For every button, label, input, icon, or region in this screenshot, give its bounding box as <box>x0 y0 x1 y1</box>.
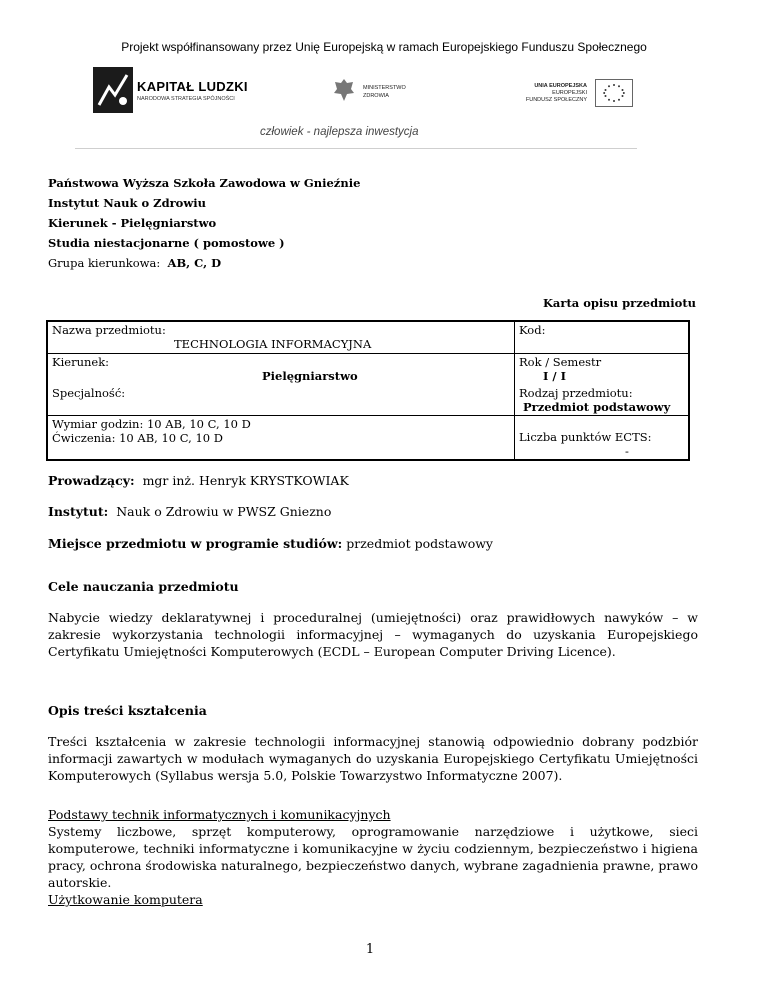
kapital-ludzki-title: KAPITAŁ LUDZKI <box>137 79 248 94</box>
miejsce-line <box>48 535 698 552</box>
rok-cell <box>515 353 690 385</box>
ministerstwo-zdrowia-label <box>363 84 406 100</box>
nazwa-label: Nazwa przedmiotu: <box>52 323 166 337</box>
card-title: Karta opisu przedmiotu <box>542 296 696 310</box>
rok-label: Rok / Semestr <box>519 354 602 369</box>
kierunek-value: Pielęgniarstwo <box>262 368 358 383</box>
ects-label: Liczba punktów ECTS: <box>519 429 652 444</box>
kod-label: Kod: <box>519 323 546 337</box>
school-name: Państwowa Wyższa Szkoła Zawodowa w Gnieźnie <box>48 176 361 190</box>
ects-value: - <box>625 443 629 458</box>
rok-value: I / I <box>543 368 566 383</box>
eu-cofinancing-banner: Projekt współfinansowany przez Unię Europejską w ramach Europejskiego Funduszu Społecznego <box>121 40 647 54</box>
grupa-value: AB, C, D <box>167 256 222 270</box>
institute-name: Instytut Nauk o Zdrowiu <box>48 196 206 210</box>
rodzaj-value: Przedmiot podstawowy <box>523 400 671 414</box>
course-card-table <box>46 320 690 461</box>
kierunek-label: Kierunek: <box>52 354 110 369</box>
instytut-line <box>48 503 698 520</box>
grupa-label: Grupa kierunkowa: <box>48 256 161 270</box>
rodzaj-cell <box>515 385 690 416</box>
eagle-emblem-icon <box>333 77 355 103</box>
ue-line3: FUNDUSZ SPOŁECZNY <box>525 97 587 103</box>
nazwa-cell <box>47 321 515 353</box>
cwiczenia-line: Ćwiczenia: 10 AB, 10 C, 10 D <box>52 431 223 445</box>
ue-line1: UNIA EUROPEJSKA <box>534 83 587 89</box>
podstawy-paragraph: Systemy liczbowe, sprzęt komputerowy, oprogramowanie narzędziowe i użytkowe, sieci komputerowe, techniki informatyczne i komunikacyjne w życiu codziennym, bezpieczeństwo i higiena pracy, ochrona środowiska naturalnego, bezpieczeństwo danych, wybrane zagadnienia prawne, prawo autorskie. <box>48 824 698 890</box>
page-number: 1 <box>365 942 375 957</box>
miejsce-value: przedmiot podstawowy <box>346 536 493 551</box>
ects-cell <box>515 416 690 460</box>
instytut-value: Nauk o Zdrowiu w PWSZ Gniezno <box>116 504 332 519</box>
podstawy-heading: Podstawy technik informatycznych i komunikacyjnych <box>48 807 391 822</box>
specjalnosc-cell <box>47 385 515 416</box>
kierunek-line: Kierunek - Pielęgniarstwo <box>48 216 217 230</box>
studia-line: Studia niestacjonarne ( pomostowe ) <box>48 236 285 250</box>
tagline: człowiek - najlepsza inwestycja <box>260 126 419 138</box>
instytut-label: Instytut: <box>48 504 109 519</box>
kod-cell <box>515 321 690 353</box>
specjalnosc-label: Specjalność: <box>52 386 126 400</box>
ue-line2: EUROPEJSKI <box>552 90 587 96</box>
kierunek-cell <box>47 353 515 385</box>
wymiar-line: Wymiar godzin: 10 AB, 10 C, 10 D <box>52 417 251 431</box>
prowadzacy-value: mgr inż. Henryk KRYSTKOWIAK <box>142 473 349 488</box>
ministerstwo-line1: MINISTERSTWO <box>363 85 406 91</box>
prowadzacy-label: Prowadzący: <box>48 473 135 488</box>
uzytkowanie-heading: Użytkowanie komputera <box>48 892 203 907</box>
miejsce-label: Miejsce przedmiotu w programie studiów: <box>48 536 343 551</box>
ministerstwo-line2: ZDROWIA <box>363 93 389 99</box>
ue-label <box>521 83 587 104</box>
kapital-ludzki-subtitle: NARODOWA STRATEGIA SPÓJNOŚCI <box>137 96 235 102</box>
wymiar-cell <box>47 416 515 460</box>
prowadzacy-line <box>48 472 698 489</box>
nazwa-value: TECHNOLOGIA INFORMACYJNA <box>174 337 372 351</box>
kapital-ludzki-logo <box>93 67 133 113</box>
opis-heading: Opis treści kształcenia <box>48 703 207 718</box>
cele-paragraph: Nabycie wiedzy deklaratywnej i proceduralnej (umiejętności) oraz prawidłowych nawyków – w zakresie wykorzystania technologii informacyjnej – wymaganych do uzyskania Europejskiego Certyfikatu Umiejętności Komputerowych (ECDL – European Computer Driving Licence). <box>48 610 698 659</box>
cele-heading: Cele nauczania przedmiotu <box>48 579 239 594</box>
rodzaj-label: Rodzaj przedmiotu: <box>519 386 633 400</box>
opis-paragraph: Treści kształcenia w zakresie technologii informacyjnej stanowią odpowiednio dobrany podzbiór informacji zawartych w modułach wymaganych do uzyskania Europejskiego Certyfikatu Umiejętności Komputerowych (Syllabus wersja 5.0, Polskie Towarzystwo Informatyczne 2007). <box>48 734 698 783</box>
eu-flag-icon <box>595 79 633 107</box>
school-header <box>48 173 360 273</box>
